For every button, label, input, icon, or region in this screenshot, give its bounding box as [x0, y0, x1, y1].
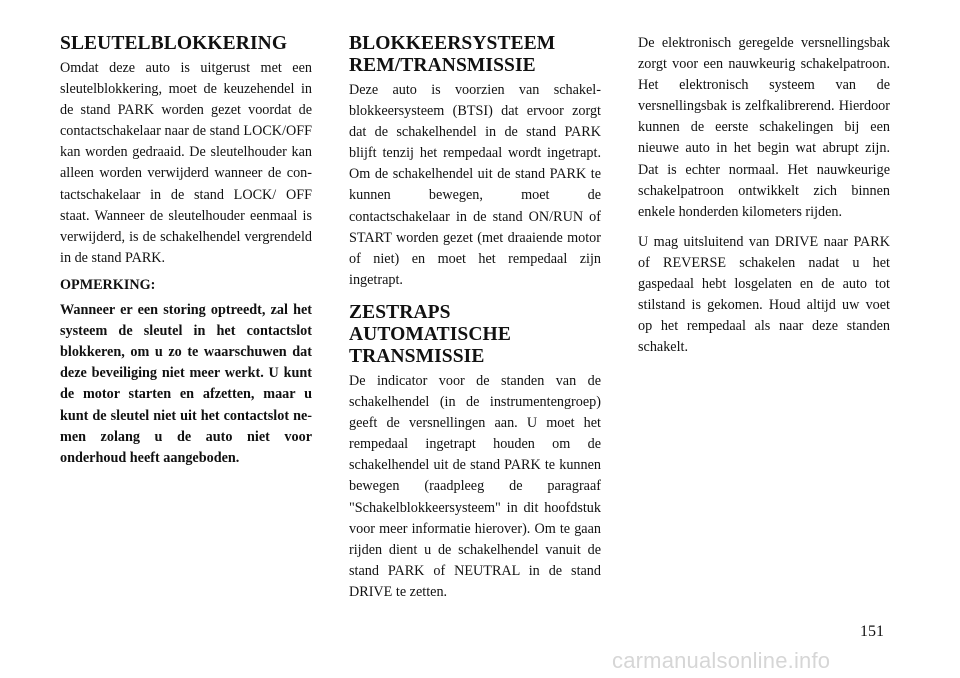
- note-text: Wanneer er een storing optreedt, zal het systeem de sleutel in het contactslot blokkeren, om u zo te waarschuwen dat deze beveiliging niet meer werkt. U kunt de motor starten en afzetten, maar u kunt de sleutel niet uit het contactslot nemen zolang u de auto niet voor onderhoud heeft aangeboden.: [60, 302, 312, 466]
- body-paragraph: Omdat deze auto is uitgerust met een sleutelblokkering, moet de keuzehendel in de stand PARK worden gezet voordat de contactschakelaar naar de stand LOCK/OFF kan worden gedraaid. De sleutelhouder kan alleen worden verwijderd wanneer de contactschakelaar in de stand LOCK/ OFF staat. Wanneer de sleutelhouder eenmaal is verwijderd, is de schakelhendel vergrendeld in de stand PARK.: [60, 60, 312, 266]
- body-paragraph: U mag uitsluitend van DRIVE naar PARK of REVERSE schakelen nadat u het gaspedaal hebt losgelaten en de auto tot stilstand is gekomen. Houd altijd uw voet op het rempedaal als naar deze standen schakelt.: [638, 233, 890, 356]
- section-heading-key-interlock: SLEUTELBLOKKERING: [60, 33, 288, 54]
- watermark-text: carmanualsonline.info: [612, 648, 831, 673]
- body-paragraph: De elektronisch geregelde versnellingsbak zorgt voor een nauwkeurig schakelpatroon. Het elektronisch systeem van de versnellingsbak is zelfkalibrerend. Hierdoor kunnen de eerste schakelingen bij een nieuwe auto in het begin wat abrupt zijn. Dat is echter normaal. Het nauwkeurige schakelpatroon ontwikkelt zich binnen enkele honderden kilometers rijden.: [638, 35, 890, 220]
- note-label: OPMERKING:: [60, 276, 156, 293]
- body-paragraph: Deze auto is voorzien van schakelblokkeersysteem (BTSI) dat ervoor zorgt dat de schakelhendel in de stand PARK blijft tenzij het rempedaal wordt ingetrapt. Om de schakelhendel uit de stand PARK te kunnen bewegen, moet de contactschakelaar in de stand ON/RUN of START worden gezet (met draaiende motor of niet) en moet het rempedaal zijn ingetrapt.: [349, 82, 601, 288]
- body-paragraph: De indicator voor de standen van de schakelhendel (in de instrumentengroep) geeft de versnellingen aan. U moet het rempedaal ingetrapt houden om de schakelhendel uit de stand PARK te kunnen bewegen (raadpleeg de paragraaf "Schakelblokkeersysteem" in dit hoofdstuk voor meer informatie hierover). Om te gaan rijden dient u de schakelhendel vanuit de stand PARK of NEUTRAL in de stand DRIVE te zetten.: [349, 372, 601, 600]
- page-number: 151: [860, 623, 884, 640]
- right-column: [638, 33, 890, 367]
- section-heading-six-speed-automatic: ZESTRAPS AUTOMATISCHE TRANSMISSIE: [349, 301, 511, 367]
- left-column: [60, 33, 312, 475]
- middle-column: [349, 33, 601, 609]
- section-heading-brake-transmission-interlock: BLOKKEERSYSTEEM REM/TRANSMISSIE: [349, 33, 556, 76]
